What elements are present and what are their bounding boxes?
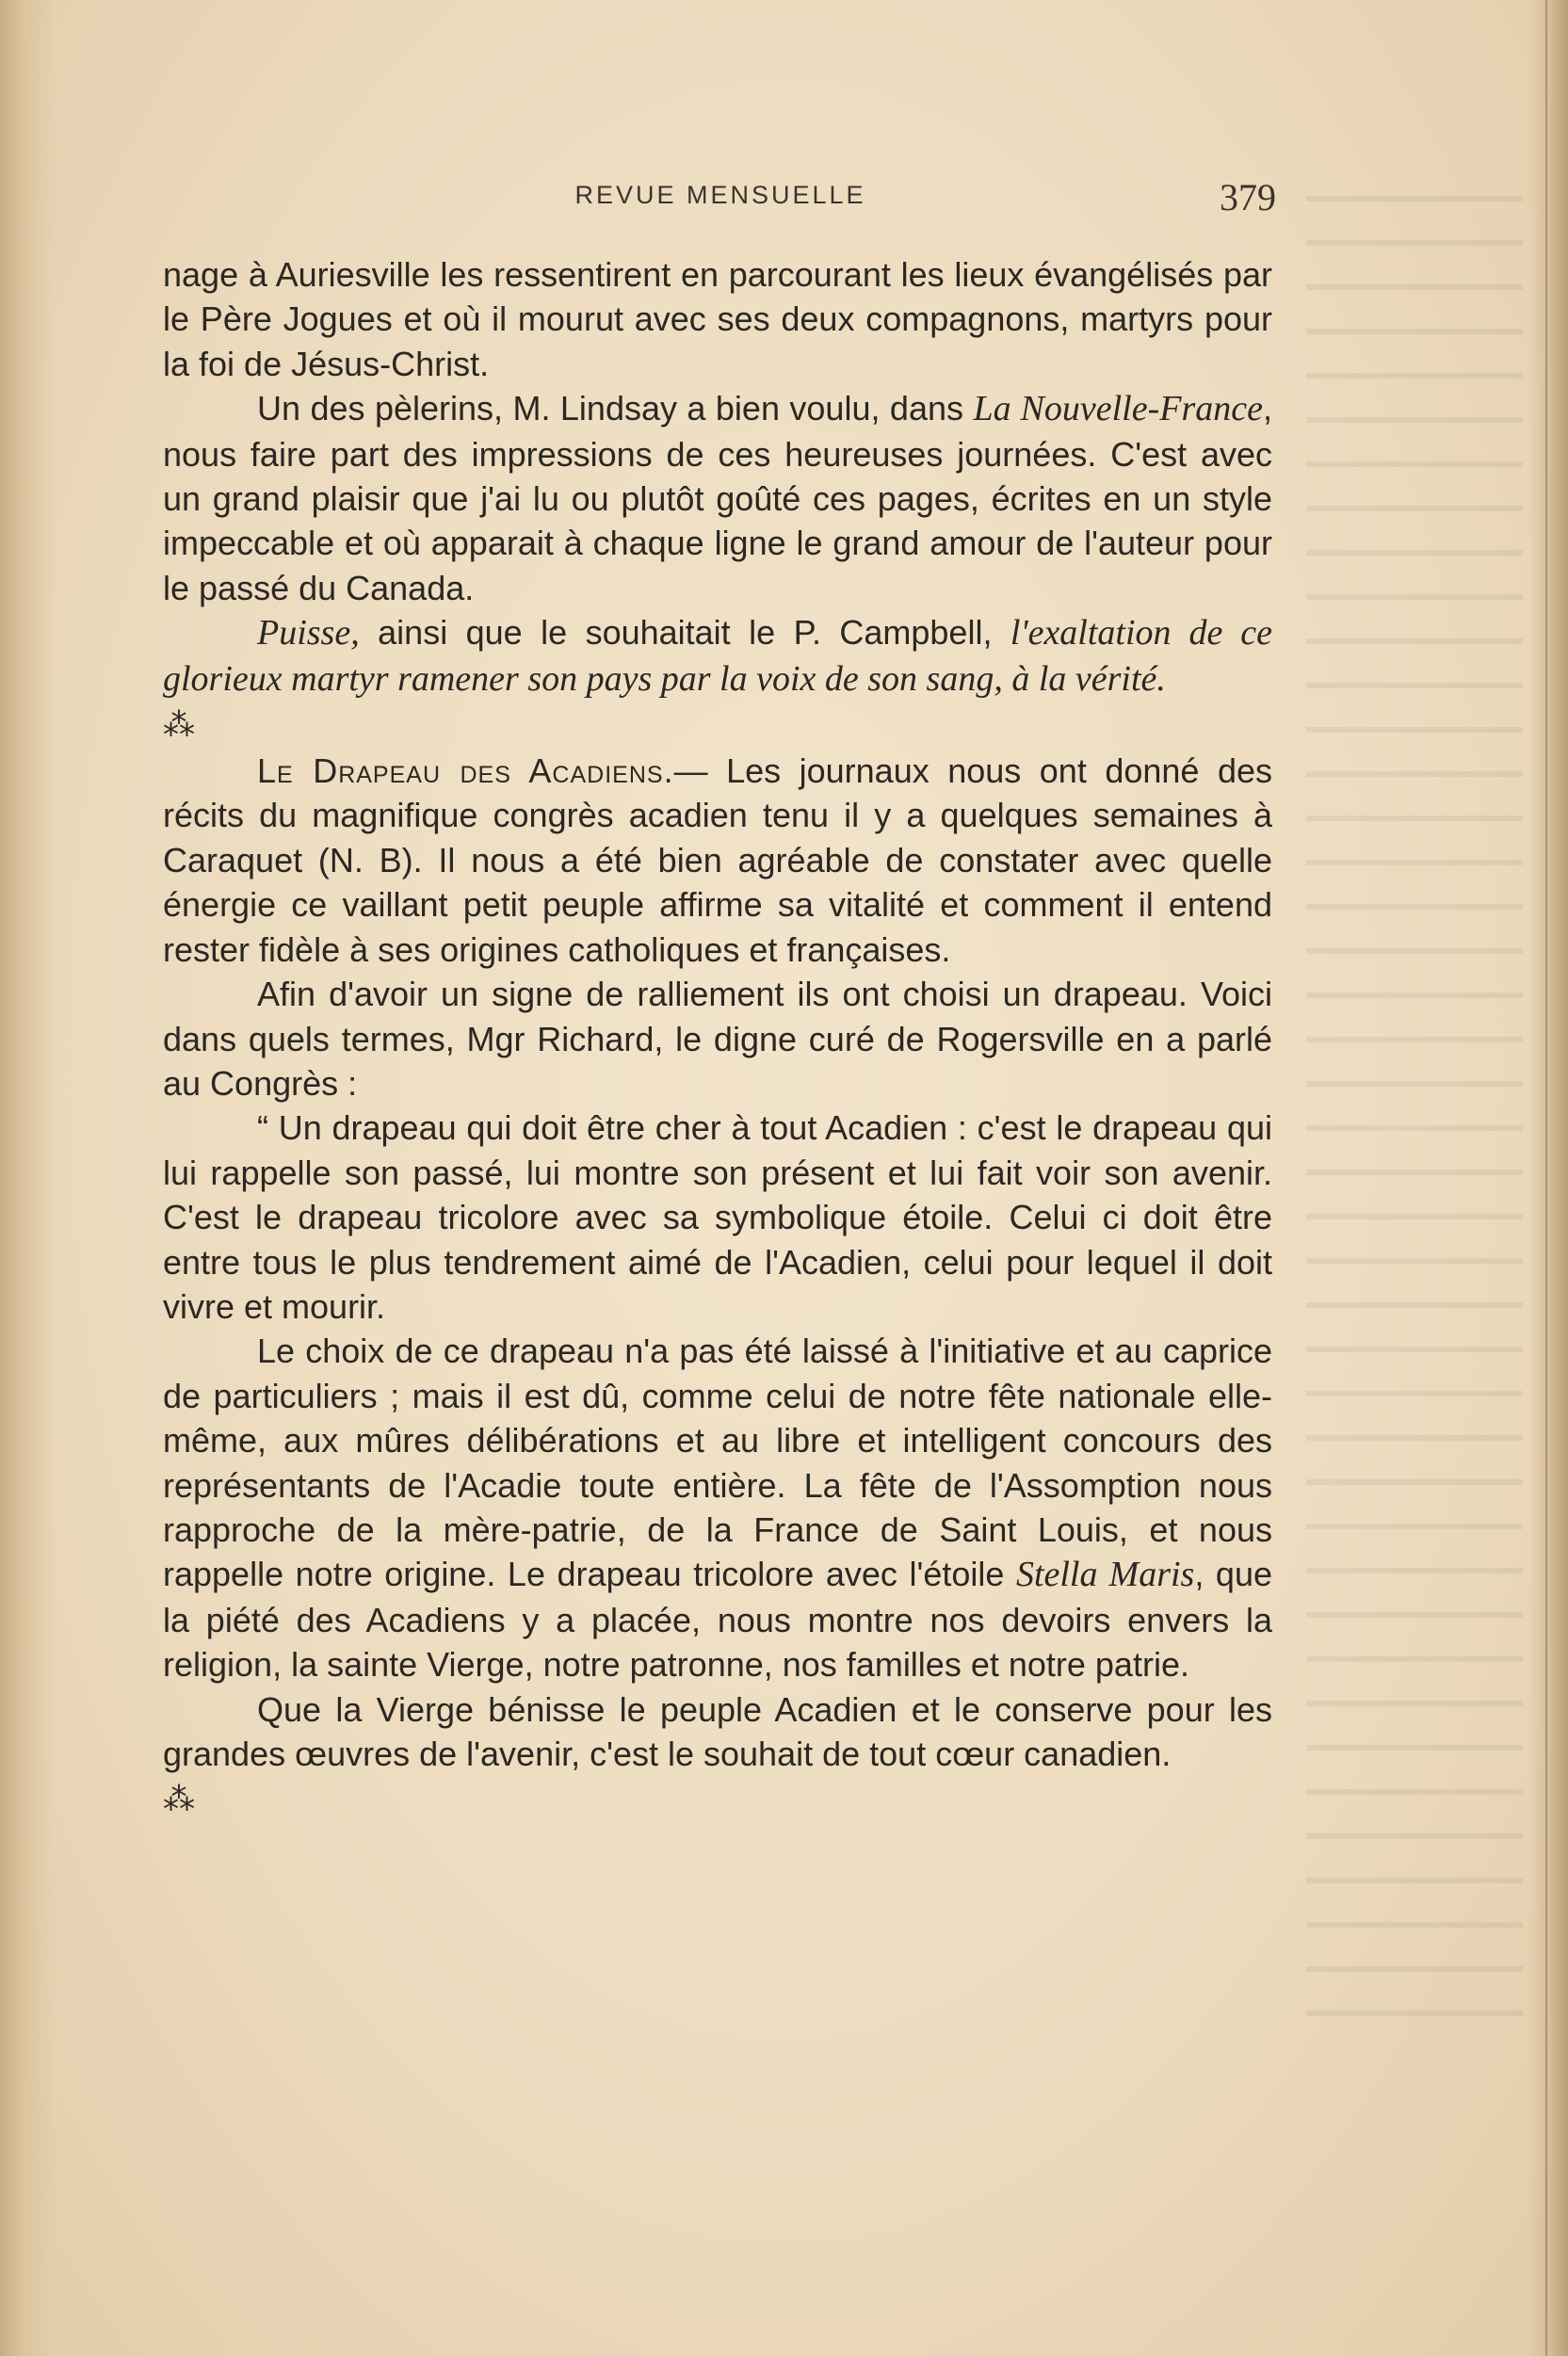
paragraph-6-quote: “ Un drapeau qui doit être cher à tout Acadien : c'est le drapeau qui lui rappelle son passé, lui montre son présent et lui fait voir son avenir. C'est le drapeau tricolore avec sa symbolique étoile. Celui ci doit être entre tous le plus tendrement aimé de l'Acadien, celui pour lequel il doit vivre et mourir. <box>163 1108 1272 1326</box>
paragraph-5: Afin d'avoir un signe de ralliement ils ont choisi un drapeau. Voici dans quels termes, Mgr Richard, le digne curé de Rogersville en a parlé au Congrès : <box>163 975 1272 1103</box>
paragraph-4 <box>163 749 1272 972</box>
paragraph-3-text: ainsi que le souhaitait le P. Campbell, <box>359 613 1010 653</box>
journal-title: La Nouvelle-France <box>973 389 1263 429</box>
paragraph-7 <box>163 1329 1272 1686</box>
paragraph-3-italic-a: Puisse, <box>257 613 360 654</box>
body-text <box>163 252 1272 1823</box>
paragraph-3-italic-b: l'exaltation de ce glorieux martyr ramener son pays par la voix de son sang, à la vérité. <box>163 613 1272 699</box>
page-number: 379 <box>1220 176 1276 218</box>
page-gutter-shadow <box>0 0 57 2356</box>
asterism-divider: ⁂ <box>163 707 197 744</box>
running-title: REVUE MENSUELLE <box>574 181 866 209</box>
page-edge-line <box>1545 0 1547 2356</box>
paragraph-2-text-a: Un des pèlerins, M. Lindsay a bien voulu, dans <box>257 389 974 428</box>
paragraph-7-text-b: , que la piété des Acadiens y a placée, nous montre nos devoirs envers la religion, la sainte Vierge, notre patronne, nos familles et notre patrie. <box>163 1555 1272 1685</box>
page-edge-shadow <box>1528 0 1568 2356</box>
asterism-divider-end: ⁂ <box>163 1782 197 1818</box>
stella-maris: Stella Maris <box>1015 1555 1195 1595</box>
paragraph-3 <box>163 610 1272 702</box>
section-heading: Le Drapeau des Acadiens. <box>257 751 674 791</box>
paragraph-2 <box>163 386 1272 610</box>
paragraph-8: Que la Vierge bénisse le peuple Acadien et le conserve pour les grandes œuvres de l'avenir, c'est le souhait de tout cœur canadien. <box>163 1689 1272 1773</box>
paragraph-1: nage à Auriesville les ressentirent en parcourant les lieux évangélisés par le Père Jogues et où il mourut avec ses deux compagnons, martyrs pour la foi de Jésus-Christ. <box>163 255 1272 383</box>
page-header <box>165 176 1276 218</box>
bleed-through-text <box>1306 169 1523 2053</box>
paragraph-2-text-b: , nous faire part des impressions de ces heureuses journées. C'est avec un grand plaisir que j'ai lu ou plutôt goûté ces pages, écrites en un style impeccable et où apparait à chaque ligne le grand amour de l'auteur pour le passé du Canada. <box>163 389 1272 607</box>
paragraph-4-text: — Les journaux nous ont donné des récits du magnifique congrès acadien tenu il y a quelques semaines à Caraquet (N. B). Il nous a été bien agréable de constater avec quelle énergie ce vaillant petit peuple affirme sa vitalité et comment il entend rester fidèle à ses origines catholiques et françaises. <box>163 751 1272 969</box>
paragraph-7-text-a: Le choix de ce drapeau n'a pas été laissé à l'initiative et au caprice de particuliers ; mais il est dû, comme celui de notre fête nationale elle-même, aux mûres délibérations et au libre et intelligent concours des représentants de l'Acadie toute entière. La fête de l'Assomption nous rapproche de la mère-patrie, de la France de Saint Louis, et nous rappelle notre origine. Le drapeau tricolore avec l'étoile <box>163 1331 1272 1594</box>
